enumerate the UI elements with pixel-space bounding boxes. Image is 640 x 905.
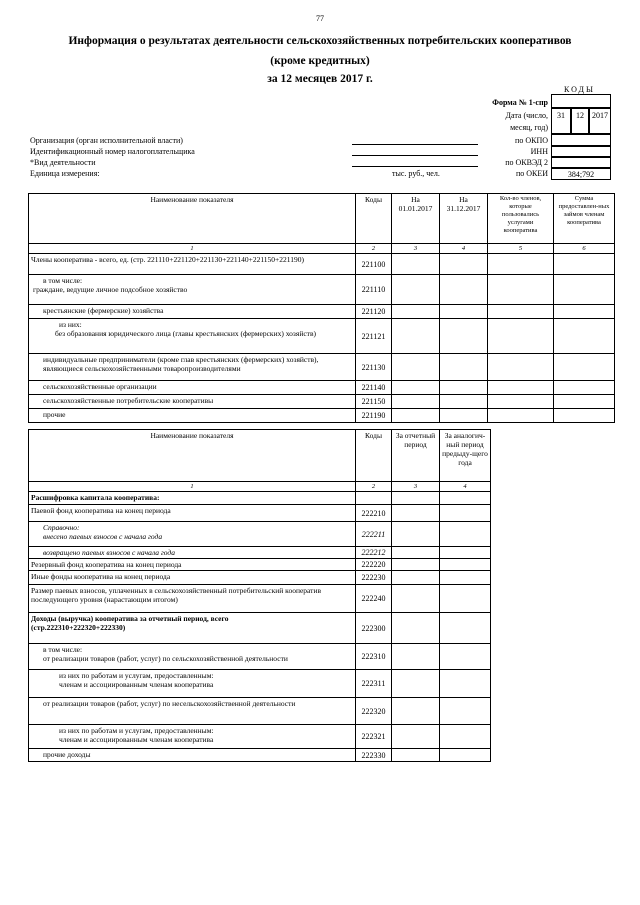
table-row xyxy=(29,492,491,505)
table-row xyxy=(29,254,615,275)
t1-colnum: 6 xyxy=(554,244,615,254)
table-row xyxy=(29,644,491,670)
row-code: 221130 xyxy=(356,354,392,381)
inn-box xyxy=(551,146,611,157)
row-code: 221150 xyxy=(356,395,392,409)
row-code: 221110 xyxy=(356,275,392,305)
row-code: 221140 xyxy=(356,381,392,395)
t1-colnum: 2 xyxy=(356,244,392,254)
inn-field-line xyxy=(352,155,478,156)
table-row xyxy=(29,698,491,725)
table-row xyxy=(29,409,615,423)
page-number: 77 xyxy=(316,14,324,23)
date-label-2: месяц, год) xyxy=(510,123,548,132)
row-code: 221100 xyxy=(356,254,392,275)
date-day: 31 xyxy=(557,110,565,120)
row-label: из них по работам и услугам, предоставленным: членам и ассоциированным членам кооператива xyxy=(29,670,356,698)
row-code: 222320 xyxy=(356,698,392,725)
activity-field-line xyxy=(352,166,478,167)
t1-colnum: 1 xyxy=(29,244,356,254)
row-code: 222230 xyxy=(356,571,392,585)
table-row xyxy=(29,354,615,381)
row-label: прочие доходы xyxy=(29,749,356,762)
row-label: индивидуальные предприниматели (кроме глав крестьянских (фермерских) хозяйств), являющиеся сельскохозяйственными товаропроизводителями xyxy=(29,354,356,381)
document-title: Информация о результатах деятельности сельскохозяйственных потребительских кооперативов xyxy=(68,35,572,47)
t2-colnum: 1 xyxy=(29,482,356,492)
t2-colnum: 3 xyxy=(392,482,440,492)
okei-label: по ОКЕИ xyxy=(515,169,548,178)
table-row xyxy=(29,547,491,559)
t1-header-code: Коды xyxy=(356,194,392,244)
t2-header-name: Наименование показателя xyxy=(29,430,356,482)
row-code: 221121 xyxy=(356,319,392,354)
form-number-label: Форма № 1-спр xyxy=(492,98,548,107)
t1-header-c4: На 31.12.2017 xyxy=(440,194,488,244)
okei-value: 384;792 xyxy=(567,169,595,179)
t2-colnum: 4 xyxy=(440,482,491,492)
row-label: Справочно: внесено паевых взносов с начала года xyxy=(29,522,356,547)
t1-header-name: Наименование показателя xyxy=(29,194,356,244)
row-code: 222300 xyxy=(356,613,392,644)
table-row xyxy=(29,613,491,644)
table-row xyxy=(29,749,491,762)
form-number-box xyxy=(551,94,611,108)
date-year: 2017 xyxy=(592,110,608,120)
okved-label: по ОКВЭД 2 xyxy=(505,158,548,167)
date-month: 12 xyxy=(576,110,584,120)
org-label: Организация (орган исполнительной власти) xyxy=(30,136,183,145)
date-label-1: Дата (число, xyxy=(505,111,548,120)
unit-value: тыс. руб., чел. xyxy=(392,169,440,178)
capital-table xyxy=(28,429,491,762)
row-code: 222240 xyxy=(356,585,392,613)
row-code: 222220 xyxy=(356,559,392,571)
table-row xyxy=(29,670,491,698)
row-label: крестьянские (фермерские) хозяйства xyxy=(29,305,356,319)
inn-label: ИНН xyxy=(530,147,548,156)
row-code: 222210 xyxy=(356,505,392,522)
t1-header-c3: На 01.01.2017 xyxy=(392,194,440,244)
table-row xyxy=(29,319,615,354)
t2-colnum: 2 xyxy=(356,482,392,492)
row-label: Доходы (выручка) кооператива за отчетный период, всего (стр.222310+222320+222330) xyxy=(29,613,356,644)
table-row xyxy=(29,505,491,522)
table-row xyxy=(29,725,491,749)
row-label: в том числе: граждане, ведущие личное подсобное хозяйство xyxy=(29,275,356,305)
table-row xyxy=(29,275,615,305)
t2-header-code: Коды xyxy=(356,430,392,482)
t1-colnum: 3 xyxy=(392,244,440,254)
row-code: 221120 xyxy=(356,305,392,319)
row-code: 222321 xyxy=(356,725,392,749)
section-label: Расшифровка капитала кооператива: xyxy=(29,492,356,505)
okpo-box xyxy=(551,134,611,146)
table-row xyxy=(29,381,615,395)
row-label: в том числе: от реализации товаров (работ, услуг) по сельскохозяйственной деятельности xyxy=(29,644,356,670)
table-row xyxy=(29,571,491,585)
row-label: из них: без образования юридического лица (главы крестьянских (фермерских) хозяйств) xyxy=(29,319,356,354)
row-code: 222212 xyxy=(356,547,392,559)
row-label: из них по работам и услугам, предоставленным: членам и ассоциированным членам кооператива xyxy=(29,725,356,749)
okved-box xyxy=(551,157,611,168)
row-label: сельскохозяйственные потребительские кооперативы xyxy=(29,395,356,409)
row-label: Паевой фонд кооператива на конец периода xyxy=(29,505,356,522)
row-label: сельскохозяйственные организации xyxy=(29,381,356,395)
row-label: Размер паевых взносов, уплаченных в сельскохозяйственный потребительский кооператив последующего уровня (нарастающим итогом) xyxy=(29,585,356,613)
codes-header: КОДЫ xyxy=(564,85,595,94)
row-label: Резервный фонд кооператива на конец периода xyxy=(29,559,356,571)
t1-colnum: 5 xyxy=(488,244,554,254)
t2-header-c3: За отчетный период xyxy=(392,430,440,482)
t2-header-c4: За аналогич-ный период предыду-щего года xyxy=(440,430,491,482)
document-period: за 12 месяцев 2017 г. xyxy=(267,73,373,85)
row-code: 221190 xyxy=(356,409,392,423)
activity-label: *Вид деятельности xyxy=(30,158,96,167)
okpo-label: по ОКПО xyxy=(515,136,548,145)
table-row xyxy=(29,395,615,409)
row-code: 222330 xyxy=(356,749,392,762)
table-row xyxy=(29,522,491,547)
row-code: 222310 xyxy=(356,644,392,670)
unit-label: Единица измерения: xyxy=(30,169,100,178)
row-label: прочие xyxy=(29,409,356,423)
row-label: возвращено паевых взносов с начала года xyxy=(29,547,356,559)
t1-header-c5: Кол-во членов, которые пользовались услугами кооператива xyxy=(488,194,554,244)
row-label: Иные фонды кооператива на конец периода xyxy=(29,571,356,585)
document-subtitle: (кроме кредитных) xyxy=(270,55,370,67)
org-field-line xyxy=(352,144,478,145)
table-row xyxy=(29,585,491,613)
table-row xyxy=(29,305,615,319)
row-code: 222311 xyxy=(356,670,392,698)
row-label: от реализации товаров (работ, услуг) по несельскохозяйственной деятельности xyxy=(29,698,356,725)
t1-colnum: 4 xyxy=(440,244,488,254)
inn-left-label: Идентификационный номер налогоплательщика xyxy=(30,147,195,156)
t1-header-c6: Сумма предоставлен-ных займов членам кооператива xyxy=(554,194,615,244)
table-row xyxy=(29,559,491,571)
members-table xyxy=(28,193,615,423)
row-code: 222211 xyxy=(356,522,392,547)
row-label: Члены кооператива - всего, ед. (стр. 221110+221120+221130+221140+221150+221190) xyxy=(29,254,356,275)
